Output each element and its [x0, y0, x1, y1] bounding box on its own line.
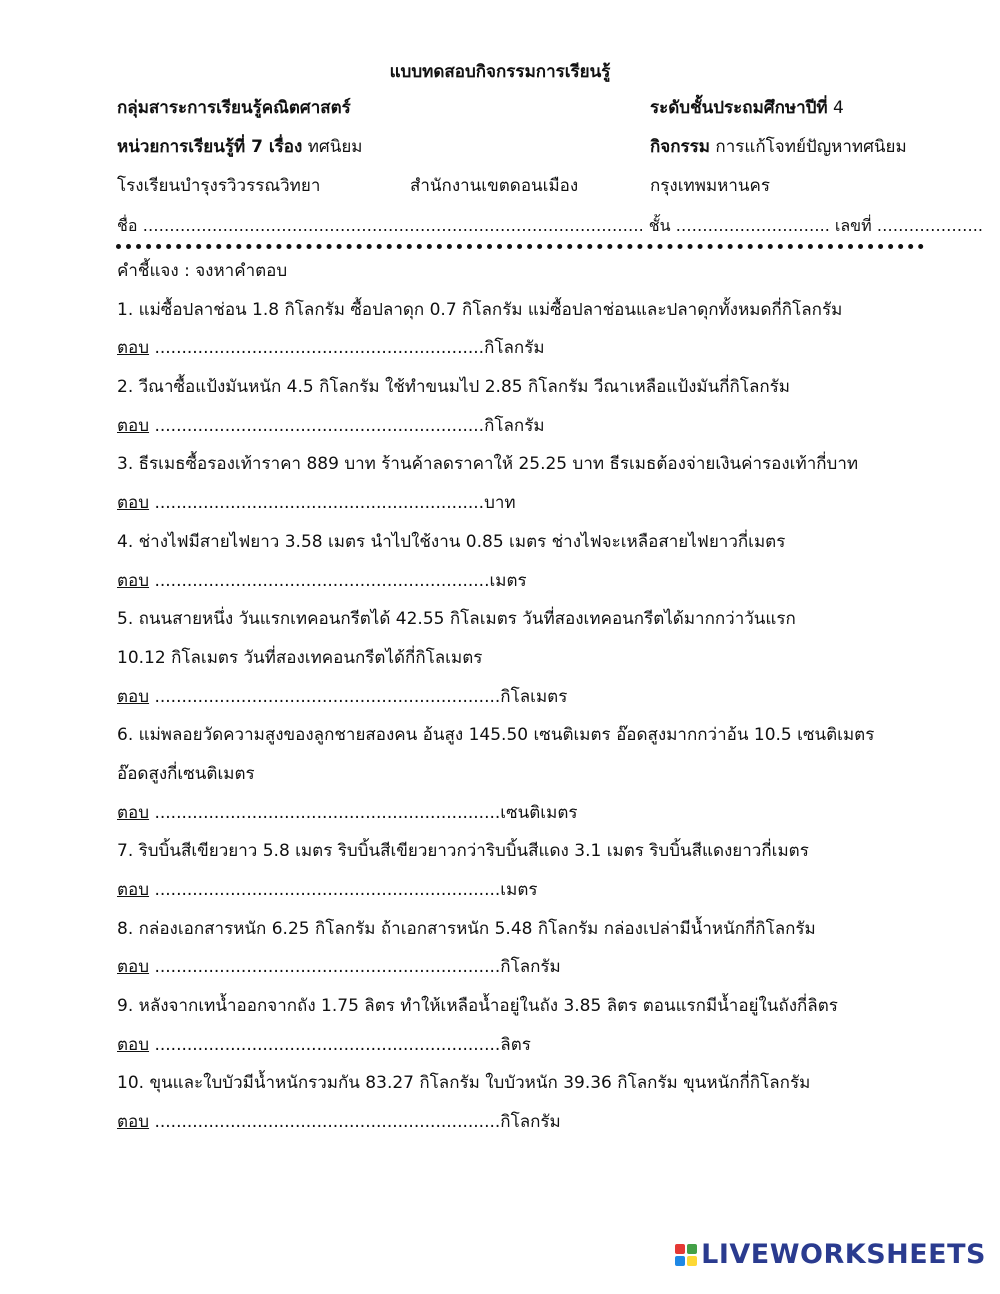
liveworksheets-logo — [675, 1239, 986, 1270]
student-info-row — [117, 214, 983, 239]
answer-label: ตอบ — [117, 1034, 150, 1055]
question-list — [117, 258, 937, 1148]
answer-label: ตอบ — [117, 880, 150, 900]
question-text: 7. ริบบิ้นสีเขียวยาว 5.8 เมตร ริบบิ้นสีเขียวยาวกว่าริบบิ้นสีแดง 3.1 เมตร ริบบิ้นสีแดงยาวกี่เมตร — [117, 841, 809, 862]
answer-label: ตอบ — [117, 338, 150, 359]
answer-input[interactable]: ............................................................. — [154, 415, 485, 436]
logo-square-yellow — [687, 1256, 697, 1266]
number-label: เลขที่ — [834, 216, 872, 235]
answer-label: ตอบ — [117, 686, 150, 707]
question-text: 9. หลังจากเทน้ำออกจากถัง 1.75 ลิตร ทำให้เหลือน้ำอยู่ในถัง 3.85 ลิตร ตอนแรกมีน้ำอยู่ในถังกี่ลิตร — [117, 996, 838, 1017]
answer-input[interactable]: ................................................................ — [154, 1034, 501, 1055]
answer-label: ตอบ — [117, 802, 150, 823]
answer-unit: กิโลกรัม — [500, 1112, 561, 1133]
name-label: ชื่อ — [117, 216, 138, 235]
answer-line — [117, 1109, 937, 1148]
worksheet-title: แบบทดสอบกิจกรรมการเรียนรู้ — [389, 62, 611, 82]
activity-label: กิจกรรม — [650, 137, 711, 157]
answer-line — [117, 490, 937, 529]
answer-unit: เมตร — [500, 880, 538, 900]
answer-label: ตอบ — [117, 570, 150, 591]
dotted-divider — [116, 244, 924, 249]
answer-label: ตอบ — [117, 957, 150, 978]
level-info — [650, 94, 844, 121]
answer-unit: กิโลกรัม — [484, 338, 545, 359]
answer-label: ตอบ — [117, 1112, 150, 1133]
logo-text: LIVEWORKSHEETS — [701, 1239, 986, 1270]
name-field[interactable]: …………………………………………………………………………………. — [142, 216, 644, 235]
answer-input[interactable]: ................................................................ — [154, 802, 501, 823]
answer-label: ตอบ — [117, 493, 150, 514]
question-text: 3. ธีรเมธซื้อรองเท้าราคา 889 บาท ร้านค้าลดราคาให้ 25.25 บาท ธีรเมธต้องจ่ายเงินค่ารองเท้ากี่บาท — [117, 454, 859, 475]
answer-input[interactable]: ............................................................. — [154, 493, 485, 514]
instructions: คำชี้แจง : จงหาคำตอบ — [117, 261, 288, 281]
answer-unit: กิโลกรัม — [484, 415, 545, 436]
answer-line — [117, 335, 937, 374]
answer-unit: กิโลเมตร — [500, 686, 568, 707]
question-text: 5. ถนนสายหนึ่ง วันแรกเทคอนกรีตได้ 42.55 กิโลเมตร วันที่สองเทคอนกรีตได้มากกว่าวันแรก — [117, 609, 796, 630]
question-text: 6. แม่พลอยวัดความสูงของลูกชายสองคน อ้นสูง 145.50 เซนติเมตร อ๊อดสูงมากกว่าอ้น 10.5 เซนติเมตร — [117, 725, 875, 746]
unit-label: หน่วยการเรียนรู้ที่ 7 เรื่อง — [117, 137, 303, 157]
logo-mark-icon — [675, 1244, 697, 1266]
province-name: กรุงเทพมหานคร — [650, 176, 771, 196]
question-text: 4. ช่างไฟมีสายไฟยาว 3.58 เมตร นำไปใช้งาน 0.85 เมตร ช่างไฟจะเหลือสายไฟยาวกี่เมตร — [117, 531, 786, 552]
level-value: 4 — [833, 98, 844, 118]
answer-unit: เซนติเมตร — [500, 802, 578, 823]
level-label: ระดับชั้นประถมศึกษาปีที่ — [650, 98, 828, 118]
question-text: 2. วีณาซื้อแป้งมันหนัก 4.5 กิโลกรัม ใช้ทำขนมไป 2.85 กิโลกรัม วีณาเหลือแป้งมันกี่กิโลกรัม — [117, 377, 791, 398]
answer-line — [117, 800, 937, 839]
answer-line — [117, 1032, 937, 1071]
answer-input[interactable]: ................................................................ — [154, 957, 501, 978]
answer-label: ตอบ — [117, 415, 150, 436]
logo-square-blue — [675, 1256, 685, 1266]
unit-info — [117, 137, 363, 157]
answer-line — [117, 568, 937, 607]
header-row-school — [117, 172, 928, 202]
question-text: 1. แม่ซื้อปลาช่อน 1.8 กิโลกรัม ซื้อปลาดุก 0.7 กิโลกรัม แม่ซื้อปลาช่อนและปลาดุกทั้งหมดกี่กิโลกรัม — [117, 299, 843, 320]
answer-input[interactable]: .............................................................. — [154, 570, 490, 591]
answer-input[interactable]: ................................................................ — [154, 880, 501, 900]
class-field[interactable]: ……………………….. — [675, 216, 830, 235]
activity-info — [650, 133, 907, 160]
question-text: 8. กล่องเอกสารหนัก 6.25 กิโลกรัม ถ้าเอกสารหนัก 5.48 กิโลกรัม กล่องเปล่ามีน้ำหนักกี่กิโลกรัม — [117, 918, 816, 939]
answer-input[interactable]: ................................................................ — [154, 686, 501, 707]
unit-value: ทศนิยม — [307, 137, 363, 157]
question-text: 10. ขุนและใบบัวมีน้ำหนักรวมกัน 83.27 กิโลกรัม ใบบัวหนัก 39.36 กิโลกรัม ขุนหนักกี่กิโลกรัม — [117, 1073, 811, 1094]
answer-line — [117, 684, 937, 723]
number-field[interactable]: ……………….. — [876, 216, 983, 235]
logo-square-green — [687, 1244, 697, 1254]
answer-line — [117, 954, 937, 993]
question-text: 10.12 กิโลเมตร วันที่สองเทคอนกรีตได้กี่กิโลเมตร — [117, 647, 483, 668]
answer-input[interactable]: ................................................................ — [154, 1112, 501, 1133]
logo-square-red — [675, 1244, 685, 1254]
subject-label: กลุ่มสาระการเรียนรู้คณิตศาสตร์ — [117, 98, 351, 118]
answer-unit: บาท — [484, 493, 516, 514]
answer-unit: ลิตร — [500, 1034, 531, 1055]
activity-value: การแก้โจทย์ปัญหาทศนิยม — [715, 137, 907, 157]
answer-line — [117, 413, 937, 452]
question-text: อ๊อดสูงกี่เซนติเมตร — [117, 763, 255, 784]
answer-unit: เมตร — [489, 570, 527, 591]
header-row-subject — [117, 94, 928, 124]
district-name: สำนักงานเขตดอนเมือง — [410, 176, 579, 196]
school-name: โรงเรียนบำรุงรวิวรรณวิทยา — [117, 176, 321, 196]
answer-input[interactable]: ............................................................. — [154, 338, 485, 359]
answer-line — [117, 877, 937, 916]
class-label: ชั้น — [648, 216, 671, 235]
header-row-unit — [117, 133, 928, 163]
answer-unit: กิโลกรัม — [500, 957, 561, 978]
